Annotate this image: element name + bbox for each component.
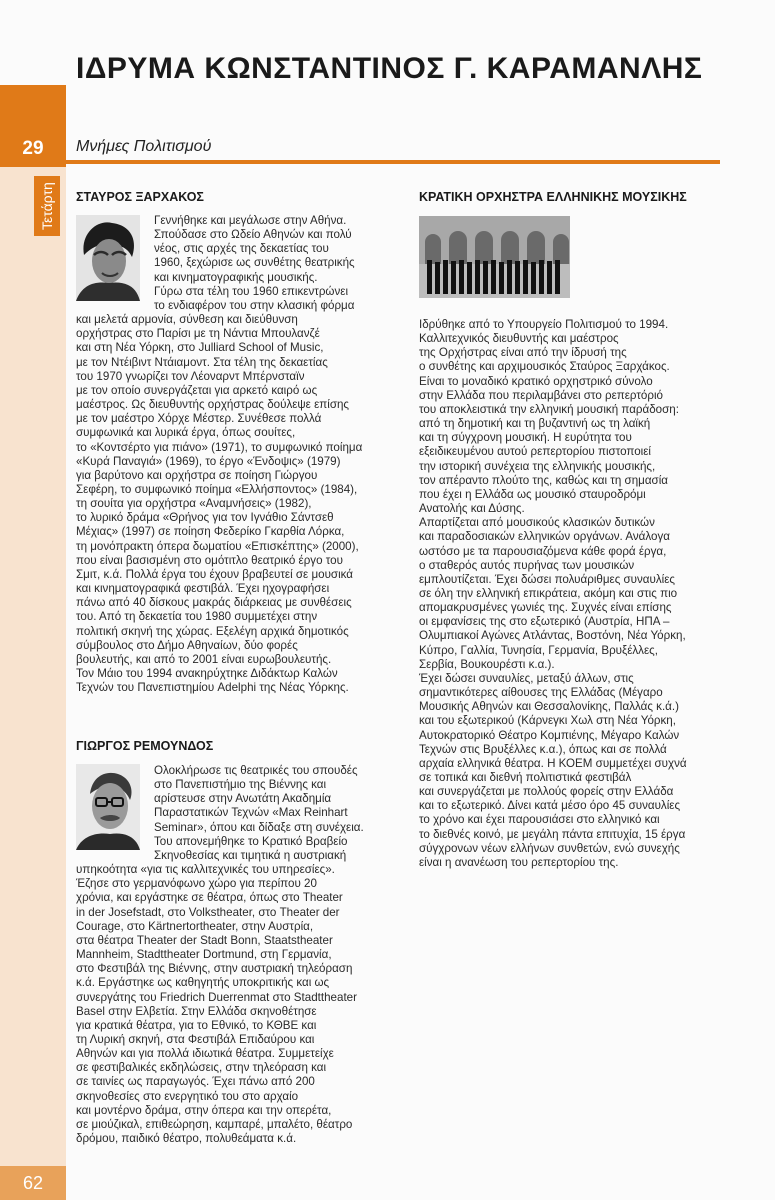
text-line: σύμβουλος στο Δήμο Αθηναίων, δύο φορές [76, 638, 298, 652]
text-line: σύγχρονων νέων ελλήνων συνθετών, ενώ συνεχής [419, 841, 680, 855]
text-line: οι εμφανίσεις της στο εξωτερικό (Αυστρία, ΗΠΑ – [419, 615, 670, 629]
text-line: Αθηνών και για πολλά ιδιωτικά θέατρα. Συμμετείχε [76, 1047, 334, 1061]
text-line: σε φεστιβαλικές εκδηλώσεις, στην τηλεόραση και [76, 1061, 327, 1075]
text-line: νέος, στις αρχές της δεκαετίας του [154, 242, 329, 256]
text-line: Τεχνών του Πανεπιστημίου Adelphi της Νέας Υόρκης. [76, 681, 349, 695]
text-line: είναι η ανανέωση του ρεπερτορίου της. [419, 855, 619, 869]
orchestra-heading: ΚΡΑΤΙΚΗ ΟΡΧΗΣΤΡΑ ΕΛΛΗΝΙΚΗΣ ΜΟΥΣΙΚΗΣ [419, 190, 687, 204]
text-line: Μέχιας» (1997) σε ποίηση Φεδερίκο Γκαρθία Λόρκα, [76, 525, 345, 539]
xarchakos-heading: ΣΤΑΥΡΟΣ ΞΑΡΧΑΚΟΣ [76, 190, 204, 204]
text-line: που είναι βασισμένη στο ομότιτλο θεατρικό έργο του [76, 553, 343, 567]
text-line: με τον μαέστρο Χόρχε Μέστερ. Συνέθεσε πολλά [76, 412, 322, 426]
text-line: Γεννήθηκε και μεγάλωσε στην Αθήνα. [154, 214, 347, 227]
text-line: και στη Νέα Υόρκη, στο Julliard School of Music, [76, 341, 324, 355]
text-line: Σπούδασε στο Ωδείο Αθηνών και πολύ [154, 228, 352, 242]
text-line: Είναι το μοναδικό κρατικό ορχηστρικό σύνολο [419, 374, 653, 388]
text-line: τη σουίτα για ορχήστρα «Αναμνήσεις» (1982), [76, 497, 312, 511]
text-line: και συνεργάζεται με πολλούς φορείς στην Ελλάδα [419, 785, 674, 799]
text-line: σε ταινίες ως παραγωγός. Έχει πάνω από 200 [76, 1075, 315, 1089]
text-line: και μελετά αρμονία, σύνθεση και διεύθυνση [76, 313, 298, 327]
remoundos-bio [76, 764, 376, 1146]
text-line: και το εξωτερικό. Δίνει κατά μέσο όρο 45 συναυλίες [419, 799, 681, 813]
text-line: Basel στην Ελβετία. Στην Ελλάδα σκηνοθέτησε [76, 1004, 317, 1018]
section-title: Μνήμες Πολιτισμού [76, 138, 212, 155]
text-line: που έχει η Ελλάδα ως μουσικό σταυροδρόμι [419, 487, 646, 501]
text-line: και του εξωτερικού (Κάρνεγκι Χωλ στη Νέα Υόρκη, [419, 714, 676, 728]
text-line: το διεθνές κοινό, με μεγάλη πάντα επιτυχία, 15 έργα [419, 827, 686, 841]
text-line: από τη δημοτική και τη βυζαντινή ως τη λαϊκή [419, 417, 651, 431]
side-tab-label: Τετάρτη [34, 176, 60, 236]
xarchakos-bio [76, 214, 376, 695]
text-line: με τον Ντέιβιντ Ντάιαμοντ. Στα τέλη της δεκαετίας [76, 355, 328, 369]
text-line: Σμιτ, κ.ά. Πολλά έργα του έχουν βραβευτεί σε μουσικά [76, 567, 353, 581]
text-line: Μουσικής Αθηνών και Θεσσαλονίκης, Παλλάς κ.ά.) [419, 700, 679, 714]
text-line: μαέστρος. Ως διευθυντής ορχήστρας δούλεψε επίσης [76, 398, 350, 412]
text-line: Γύρω στα τέλη του 1960 επικεντρώνει [154, 284, 349, 298]
text-line: του αποκλειστικά την ελληνική μουσική παράδοση: [419, 402, 679, 416]
text-line: και παραδοσιακών ελληνικών οργάνων. Ανάλογα [419, 530, 670, 544]
text-line: ορχήστρας στο Παρίσι με τη Νάντια Μπουλανζέ [76, 327, 320, 341]
text-line: Ιδρύθηκε από το Υπουργείο Πολιτισμού το 1994. [419, 318, 669, 331]
side-tab-label-wrap [34, 176, 60, 236]
page-title: ΙΔΡΥΜΑ ΚΩΝΣΤΑΝΤΙΝΟΣ Γ. ΚΑΡΑΜΑΝΛΗΣ [76, 52, 703, 85]
text-line: Σκηνοθεσίας και τιμητικά η αυστριακή [154, 848, 347, 862]
text-line: σκηνοθεσίες στο ενεργητικό του στο αρχαίο [76, 1089, 299, 1103]
text-line: δρόμου, παιδικό θέατρο, πολυθεάματα κ.ά. [76, 1132, 297, 1146]
orchestra-photo [419, 216, 570, 298]
text-line: κ.ά. Εργάστηκε ως καθηγητής υποκριτικής και ως [76, 976, 330, 990]
text-line: σε μιούζικαλ, επιθεώρηση, καμπαρέ, μπαλέτο, θέατρο [76, 1117, 353, 1131]
text-line: Καλλιτεχνικός διευθυντής και μαέστρος [419, 332, 619, 346]
text-line: Αυτοκρατορικό Θέατρο Κομπιένης, Μέγαρο Καλών [419, 728, 680, 742]
text-line: αρίστευσε στην Ανωτάτη Ακαδημία [154, 792, 332, 806]
text-line: συνεργάτης του Friedrich Duerrenmat στο Stadttheater [76, 990, 357, 1004]
text-line: Σερβία, Βουκουρέστι κ.α.). [419, 657, 555, 671]
text-line: ο συνθέτης και αρχιμουσικός Σταύρος Ξαρχάκος. [419, 360, 670, 374]
text-line: τον απέραντο πλούτο της, καθώς και τη σημασία [419, 473, 668, 487]
text-line: Παραστατικών Τεχνών «Max Reinhart [154, 806, 348, 820]
remoundos-heading: ΓΙΩΡΓΟΣ ΡΕΜΟΥΝΔΟΣ [76, 739, 214, 753]
section-number: 29 [0, 134, 66, 164]
text-line: «Κυρά Παναγιά» (1969), το έργο «Ένδοψις» (1979) [76, 454, 341, 468]
text-line: το χρόνο και έχει παρουσιάσει στο ελληνικό και [419, 813, 660, 827]
text-line: βουλευτής, και από το 2001 είναι ευρωβουλευτής. [76, 652, 332, 666]
text-line: Seminar», όπου και δίδαξε στη συνέχεια. [154, 820, 364, 834]
text-line: στα θέατρα Theater der Stadt Bonn, Staatstheater [76, 933, 333, 947]
text-line: στο Φεστιβάλ της Βιέννης, στην αυστριακή τηλεόραση [76, 962, 353, 976]
text-line: χρόνια, και εργάστηκε σε θέατρα, όπως στο Theater [76, 891, 343, 905]
text-line: με τον οποίο συνεργάζεται για αρκετό καιρό ως [76, 383, 318, 397]
text-line: στην Ελλάδα που περιλαμβάνει στο ρεπερτόριό [419, 388, 664, 402]
text-line: την ιστορική συνέχεια της ελληνικής μουσικής, [419, 459, 656, 473]
text-line: στο Πανεπιστήμιο της Βιέννης και [154, 778, 327, 792]
text-line: εξειδικευμένου αυτού ρεπερτορίου πιστοποιεί [419, 445, 651, 459]
text-line: το λυρικό δράμα «Θρήνος για τον Ιγνάθιο Σάντσεθ [76, 511, 334, 525]
orchestra-text [419, 318, 719, 870]
text-line: υπηκοότητα «για τις καλλιτεχνικές του υπηρεσίες». [76, 863, 335, 877]
text-line: σημαντικότερες αίθουσες της Ελλάδας (Μέγαρο [419, 686, 663, 700]
text-line: ο σταθερός αυτός πυρήνας των μουσικών [419, 558, 635, 572]
text-line: Σεφέρη, το συμφωνικό ποίημα «Ελλήσποντος» (1984), [76, 482, 358, 496]
text-line: 1960, ξεχώρισε ως συνθέτης θεατρικής [154, 256, 355, 270]
text-line: απομακρυσμένες γωνιές της. Συχνές είναι επίσης [419, 601, 672, 615]
text-line: Τεχνών στις Βρυξέλλες κ.α.), όπως και σε πολλά [419, 742, 667, 756]
text-line: και τη σύγχρονη μουσική. Η ευρύτητα του [419, 431, 632, 445]
text-line: πολιτική σκηνή της χώρας. Εξελέγη αρχικά δημοτικός [76, 624, 349, 638]
text-line: για βαρύτονο και ορχήστρα σε ποίηση Γιώργου [76, 468, 318, 482]
text-line: του 1970 γνωρίζει τον Λέοναρντ Μπέρνσταϊν [76, 369, 305, 383]
text-line: ωστόσο με τα παρουσιαζόμενα κάθε φορά έργα, [419, 544, 667, 558]
text-line: Τον Μάιο του 1994 ανακηρύχτηκε Διδάκτωρ Καλών [76, 667, 338, 680]
text-line: σε τοπικά και διεθνή πολιτιστικά φεστιβάλ [419, 771, 632, 784]
text-line: in der Josefstadt, στο Volkstheater, στο Theater der [76, 905, 340, 919]
text-line: Έζησε στο γερμανόφωνο χώρο για περίπου 20 [76, 877, 317, 891]
text-line: για κρατικά θέατρα, για το Εθνικό, το ΚΘΒΕ και [76, 1018, 317, 1032]
text-line: τη μονόπρακτη όπερα δωματίου «Επισκέπτης» (2000), [76, 539, 359, 553]
text-line: αρχαία ελληνικά θέατρα. Η ΚΟΕΜ συμμετέχει συχνά [419, 756, 687, 770]
text-line: Ολυμπιακοί Αγώνες Ατλάντας, Βοστόνη, Νέα Υόρκη, [419, 629, 686, 643]
text-line: Κύπρο, Γαλλία, Τυνησία, Γερμανία, Βρυξέλλες, [419, 643, 658, 657]
text-line: Απαρτίζεται από μουσικούς κλασικών δυτικών [419, 516, 655, 530]
side-tab [0, 167, 66, 1200]
orchestra-photo-icon [419, 216, 570, 298]
text-line: σε όλη την ελληνική επικράτεια, ακόμη και στις πιο [419, 586, 678, 600]
text-line: συμφωνικά και λυρικά έργα, όπως σουίτες, [76, 426, 296, 440]
text-line: Ολοκλήρωσε τις θεατρικές του σπουδές [154, 764, 358, 777]
text-line: του. Από τη δεκαετία του 1980 συμμετέχει στην [76, 610, 318, 624]
text-line: της Ορχήστρας είναι από την ίδρυσή της [419, 346, 627, 360]
text-line: το «Κοντσέρτο για πιάνο» (1971), το συμφωνικό ποίημα [76, 440, 363, 454]
text-line: και κινηματογραφικής μουσικής. [154, 270, 318, 284]
text-line: Έχει δώσει συναυλίες, μεταξύ άλλων, στις [419, 671, 634, 685]
text-line: τη Λυρική σκηνή, στα Φεστιβάλ Επιδαύρου και [76, 1032, 315, 1046]
text-line: το ενδιαφέρον του στην κλασική φόρμα [154, 298, 355, 312]
text-line: και κινηματογραφικά φεστιβάλ. Έχει ηχογραφήσει [76, 582, 330, 596]
text-line: Ανατολής και Δύσης. [419, 502, 525, 516]
text-line: πάνω από 40 δίσκους μακράς διάρκειας με συνθέσεις [76, 596, 352, 610]
text-line: Courage, στο Kärtnertortheater, στην Αυστρία, [76, 919, 314, 933]
header-divider [66, 160, 720, 164]
page-number: 62 [0, 1166, 66, 1200]
text-line: και μοντέρνο δράμα, στην όπερα και την οπερέτα, [76, 1103, 332, 1117]
text-line: Του απονεμήθηκε το Κρατικό Βραβείο [154, 834, 348, 848]
text-line: εμπλουτίζεται. Έχει δώσει πολυάριθμες συναυλίες [419, 572, 675, 586]
text-line: Mannheim, Stadttheater Dortmund, στη Γερμανία, [76, 948, 332, 962]
